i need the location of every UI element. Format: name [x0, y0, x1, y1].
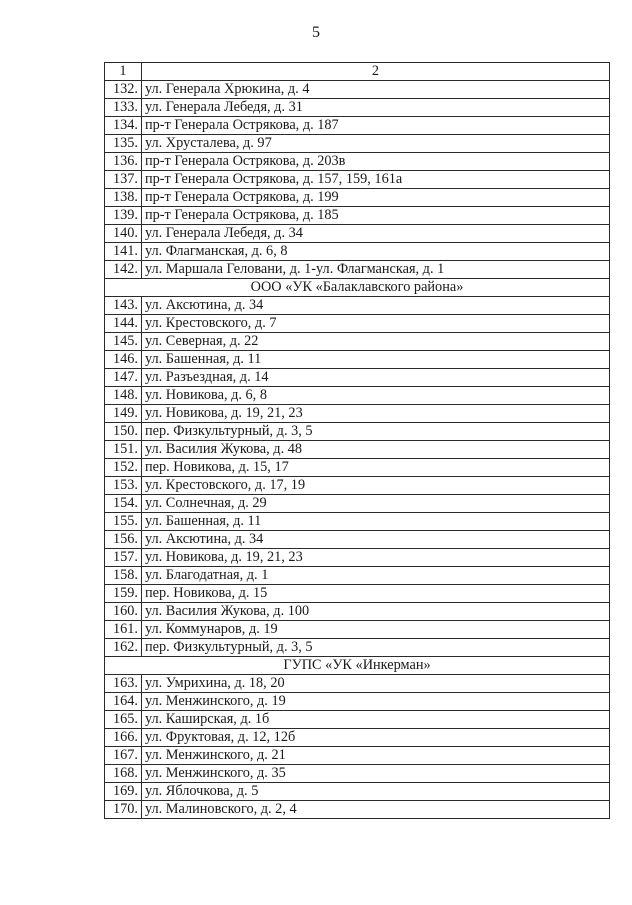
row-address: ул. Генерала Лебедя, д. 31 [142, 99, 610, 117]
table-row [105, 477, 610, 495]
organization-name: ГУПС «УК «Инкерман» [105, 657, 610, 675]
row-address: ул. Менжинского, д. 19 [142, 693, 610, 711]
row-number: 158. [105, 567, 142, 585]
row-address: ул. Благодатная, д. 1 [142, 567, 610, 585]
row-number: 142. [105, 261, 142, 279]
row-address: пер. Новикова, д. 15 [142, 585, 610, 603]
table-row [105, 603, 610, 621]
table-row [105, 405, 610, 423]
table-row [105, 549, 610, 567]
row-address: ул. Крестовского, д. 17, 19 [142, 477, 610, 495]
row-number: 159. [105, 585, 142, 603]
address-table [104, 62, 610, 819]
organization-group-row [105, 657, 610, 675]
row-number: 132. [105, 81, 142, 99]
row-address: ул. Крестовского, д. 7 [142, 315, 610, 333]
row-address: ул. Новикова, д. 19, 21, 23 [142, 549, 610, 567]
table-row [105, 261, 610, 279]
column-header-number: 1 [105, 63, 142, 81]
table-row [105, 99, 610, 117]
row-address: пр-т Генерала Острякова, д. 157, 159, 161а [142, 171, 610, 189]
row-address: пр-т Генерала Острякова, д. 185 [142, 207, 610, 225]
row-number: 161. [105, 621, 142, 639]
row-number: 152. [105, 459, 142, 477]
row-address: ул. Маршала Геловани, д. 1-ул. Флагманская, д. 1 [142, 261, 610, 279]
column-header-address: 2 [142, 63, 610, 81]
row-address: ул. Яблочкова, д. 5 [142, 783, 610, 801]
page-number: 5 [312, 24, 320, 41]
row-number: 145. [105, 333, 142, 351]
table-row [105, 153, 610, 171]
table-row [105, 315, 610, 333]
row-address: ул. Разъездная, д. 14 [142, 369, 610, 387]
organization-name: ООО «УК «Балаклавского района» [105, 279, 610, 297]
row-number: 153. [105, 477, 142, 495]
row-number: 141. [105, 243, 142, 261]
table-row [105, 81, 610, 99]
row-number: 137. [105, 171, 142, 189]
address-table-body [105, 63, 610, 819]
row-address: ул. Каширская, д. 1б [142, 711, 610, 729]
table-row [105, 531, 610, 549]
row-number: 156. [105, 531, 142, 549]
row-number: 150. [105, 423, 142, 441]
row-address: ул. Генерала Лебедя, д. 34 [142, 225, 610, 243]
table-row [105, 387, 610, 405]
row-number: 134. [105, 117, 142, 135]
table-row [105, 189, 610, 207]
table-row [105, 765, 610, 783]
row-number: 146. [105, 351, 142, 369]
row-number: 166. [105, 729, 142, 747]
table-row [105, 693, 610, 711]
row-address: ул. Солнечная, д. 29 [142, 495, 610, 513]
table-row [105, 333, 610, 351]
row-address: ул. Башенная, д. 11 [142, 513, 610, 531]
row-address: ул. Башенная, д. 11 [142, 351, 610, 369]
row-number: 155. [105, 513, 142, 531]
row-number: 165. [105, 711, 142, 729]
table-row [105, 135, 610, 153]
organization-group-row [105, 279, 610, 297]
row-number: 167. [105, 747, 142, 765]
row-address: пр-т Генерала Острякова, д. 199 [142, 189, 610, 207]
row-address: ул. Хрусталева, д. 97 [142, 135, 610, 153]
table-row [105, 297, 610, 315]
row-address: ул. Новикова, д. 19, 21, 23 [142, 405, 610, 423]
table-row [105, 423, 610, 441]
row-address: ул. Менжинского, д. 35 [142, 765, 610, 783]
table-row [105, 171, 610, 189]
row-address: ул. Генерала Хрюкина, д. 4 [142, 81, 610, 99]
row-address: ул. Аксютина, д. 34 [142, 297, 610, 315]
row-address: пр-т Генерала Острякова, д. 187 [142, 117, 610, 135]
row-address: ул. Коммунаров, д. 19 [142, 621, 610, 639]
table-row [105, 459, 610, 477]
row-number: 136. [105, 153, 142, 171]
table-row [105, 729, 610, 747]
row-number: 160. [105, 603, 142, 621]
row-number: 149. [105, 405, 142, 423]
table-row [105, 639, 610, 657]
row-address: ул. Умрихина, д. 18, 20 [142, 675, 610, 693]
row-address: ул. Северная, д. 22 [142, 333, 610, 351]
row-address: ул. Менжинского, д. 21 [142, 747, 610, 765]
row-number: 133. [105, 99, 142, 117]
table-row [105, 513, 610, 531]
row-address: ул. Василия Жукова, д. 48 [142, 441, 610, 459]
row-address: пер. Новикова, д. 15, 17 [142, 459, 610, 477]
row-address: пер. Физкультурный, д. 3, 5 [142, 639, 610, 657]
row-number: 154. [105, 495, 142, 513]
row-number: 139. [105, 207, 142, 225]
row-address: ул. Малиновского, д. 2, 4 [142, 801, 610, 819]
row-number: 157. [105, 549, 142, 567]
row-number: 140. [105, 225, 142, 243]
row-number: 138. [105, 189, 142, 207]
table-row [105, 783, 610, 801]
row-number: 162. [105, 639, 142, 657]
table-row [105, 585, 610, 603]
row-address: пр-т Генерала Острякова, д. 203в [142, 153, 610, 171]
row-address: пер. Физкультурный, д. 3, 5 [142, 423, 610, 441]
row-number: 168. [105, 765, 142, 783]
table-row [105, 117, 610, 135]
row-number: 170. [105, 801, 142, 819]
row-number: 135. [105, 135, 142, 153]
table-row [105, 441, 610, 459]
table-row [105, 747, 610, 765]
table-header-row [105, 63, 610, 81]
table-row [105, 207, 610, 225]
table-row [105, 711, 610, 729]
row-number: 143. [105, 297, 142, 315]
row-number: 148. [105, 387, 142, 405]
table-row [105, 675, 610, 693]
table-row [105, 801, 610, 819]
row-address: ул. Василия Жукова, д. 100 [142, 603, 610, 621]
table-row [105, 225, 610, 243]
table-row [105, 351, 610, 369]
table-row [105, 621, 610, 639]
row-number: 169. [105, 783, 142, 801]
table-row [105, 495, 610, 513]
row-address: ул. Аксютина, д. 34 [142, 531, 610, 549]
row-address: ул. Новикова, д. 6, 8 [142, 387, 610, 405]
table-row [105, 243, 610, 261]
row-number: 164. [105, 693, 142, 711]
table-row [105, 567, 610, 585]
table-row [105, 369, 610, 387]
row-number: 147. [105, 369, 142, 387]
row-number: 163. [105, 675, 142, 693]
row-number: 144. [105, 315, 142, 333]
row-address: ул. Флагманская, д. 6, 8 [142, 243, 610, 261]
row-address: ул. Фруктовая, д. 12, 12б [142, 729, 610, 747]
row-number: 151. [105, 441, 142, 459]
